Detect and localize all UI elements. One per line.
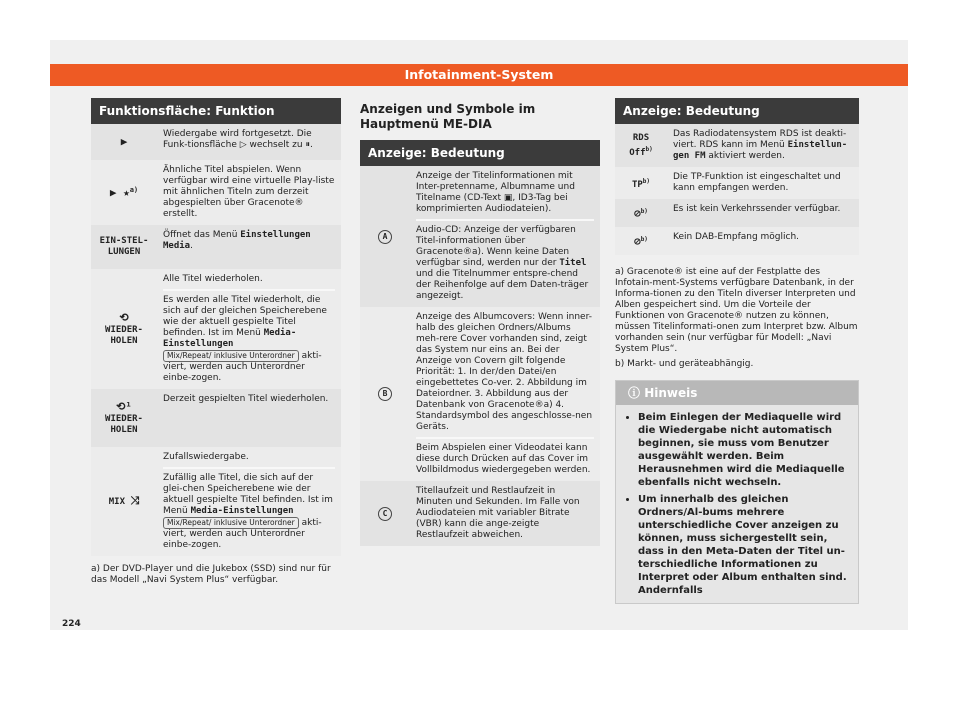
description-subtext [163,467,335,551]
text-suffix: . [190,241,193,251]
symbol-label: TP [631,179,643,190]
footnote-b: b) Markt- und geräteabhängig. [615,359,754,369]
footnote-a: a) Gracenote® ist eine auf der Festplatte des Infotain-ment-Systems verfügbare Datenbank, in der Informa-tionen zu den Titeln diverser Interpreten und Alben gespeichert sind. Um die Vorteile der Funktionen von Gracenote® nutzen zu können, müssen Titelinformati-onen zum Interpret bzw. Album vorhanden sein (nur verfügbar für Modell: „Navi System Plus“. [615,267,858,354]
symbol-label: WIEDER-HOLEN [105,324,143,346]
display-marker-a: A [378,230,392,244]
text-prefix: Das Radiodatensystem RDS ist deakti-viert. RDS kann im Menü [673,129,847,150]
description-cell [410,307,600,481]
description-subtext [163,289,335,384]
table-row [615,167,859,199]
note-item: • Beim Einlegen der Mediaquelle wird die Wiedergabe nicht automatisch beginnen, sie muss vom Benutzer ausgewählt werden. Beim Herausnehmen wird die Mediaquelle ebenfalls nicht wechseln. [638,411,850,489]
text-suffix: akti-viert, werden auch Unterordner einbe-zogen. [163,518,322,550]
note-title: Hinweis [644,386,698,400]
table-row [91,269,341,389]
section-heading: Anzeigen und Symbole im Hauptmenü ME-DIA [360,102,536,131]
play-icon: ▶ [120,134,128,148]
repeat-one-icon: ⟲¹ [116,399,132,413]
description-cell: Kein DAB-Empfang möglich. [667,227,859,255]
menu-name: Einstellun-gen FM [673,140,848,161]
description-text: Anzeige der Titelinformationen mit Inter-pretenname, Albumname und Titelname (CD-Text ▣, ID3-Tag bei komprimierten Audiodateien). [416,171,575,214]
symbol-cell [615,227,667,255]
repeat-icon: ⟲ [119,310,129,324]
table-row [91,389,341,447]
note-item: • Um innerhalb des gleichen Ordners/Al-bums mehrere unterschiedliche Cover anzeigen zu können, muss sichergestellt sein, dass in den Meta-Daten der Titel un-terschiedliche Informationen zu Interpret oder Album enthalten sind. Andernfalls [638,493,850,597]
description-subtext: Beim Abspielen einer Videodatei kann diese durch Drücken auf das Cover im Vollbildmodus wiedergegeben werden. [416,437,594,476]
description-cell [157,447,341,556]
text-suffix: und die Titelnummer entspre-chend der Reihenfolge auf dem Daten-träger angezeigt. [416,269,589,301]
note-box [615,380,859,604]
right-display-table [615,124,859,255]
left-column [91,98,341,586]
menu-name: Media-Einstellungen [190,506,294,516]
table-row [91,225,341,269]
display-marker-c: C [378,507,392,521]
table-row [360,307,600,481]
description-subtext [416,219,594,302]
symbol-label: WIEDER-HOLEN [105,413,143,435]
table-row [615,199,859,227]
symbol-cell [91,389,157,447]
text-suffix: aktiviert werden. [705,151,785,161]
table-row [615,227,859,255]
symbol-cell [615,199,667,227]
description-cell: Derzeit gespielten Titel wiederholen. [157,389,341,447]
symbol-cell [91,269,157,389]
symbol-cell [360,481,410,546]
footnote-marker: b) [640,235,648,243]
footnote-marker: b) [642,177,651,185]
symbol-cell [615,167,667,199]
left-footnote: a) Der DVD-Player und die Jukebox (SSD) sind nur für das Modell „Navi System Plus“ verfügbar. [91,564,331,585]
text-prefix: Es werden alle Titel wiederholt, die sich auf der gleichen Speicherebene wie der aktuell gespielte Titel befinden. Ist im Menü [163,295,327,338]
description-cell [667,124,859,167]
text-suffix: akti-viert, werden auch Unterordner einbe-zogen. [163,351,322,383]
table-row [360,166,600,307]
page-number: 224 [62,619,81,629]
display-marker-b: B [378,387,392,401]
table-row [360,481,600,546]
description-cell [157,269,341,389]
middle-table-heading: Anzeige: Bedeutung [360,140,600,166]
shuffle-icon: ⤨ [130,494,140,507]
footnote-marker: b) [645,145,653,153]
no-dab-icon: ⊘ [634,234,641,248]
text-prefix: Audio-CD: Anzeige der verfügbaren Titel-informationen über Gracenote®a). Wenn keine Daten verfügbar sind, werden nur der [416,225,576,268]
text-prefix: Zufällig alle Titel, die sich auf der glei-chen Speicherebene wie der aktuell gespielte Titel befinden. Ist im Menü [163,473,333,516]
symbol-cell [360,166,410,307]
menu-name: Titel [559,258,587,268]
footnote-marker: a) [129,186,139,194]
checkbox-option-chip: Mix/Repeat/ inklusive Unterordner [163,517,299,529]
symbol-label: MIX [108,497,126,507]
description-cell: Wiedergabe wird fortgesetzt. Die Funk-tionsfläche ▷ wechselt zu ⏸. [157,124,341,160]
description-text: Anzeige des Albumcovers: Wenn inner-halb des gleichen Ordners/Albums meh-rere Cover vorhanden sind, zeigt das System nur eins an. Bei der Anzeige von Covern gilt folgende Priorität: 1. In der/den Datei/en eingebettetes Co-ver. 2. Abbildung im Dateiordner. 3. Abbildung aus der Datenbank von Gracenote®a) 4. Standardsymbol des angeschlosse-nen Geräts. [416,312,593,432]
note-header [616,381,858,405]
symbol-cell [91,447,157,556]
symbol-cell [91,124,157,160]
table-row [91,160,341,225]
symbol-label: RDS Off [629,132,650,158]
section-header-bar [50,64,908,86]
symbol-cell [360,307,410,481]
description-cell: Ähnliche Titel abspielen. Wenn verfügbar wird eine virtuelle Play-liste mit ähnlichen Titeln zum derzeit abgespielten über Gracenote® erstellt. [157,160,341,225]
checkbox-option-chip: Mix/Repeat/ inklusive Unterordner [163,350,299,362]
description-text: Zufallswiedergabe. [163,452,249,462]
footnote-marker: b) [640,207,648,215]
right-column [615,98,859,604]
description-cell: Es ist kein Verkehrssender verfügbar. [667,199,859,227]
right-table-heading: Anzeige: Bedeutung [615,98,859,124]
play-star-icon: ▶ ★ [109,186,130,199]
table-row [91,447,341,556]
description-cell [157,225,341,269]
middle-column [360,102,600,546]
section-title: Infotainment-System [404,67,554,82]
no-traffic-icon: ⊘ [634,206,641,220]
table-row [615,124,859,167]
description-cell: Titellaufzeit und Restlaufzeit in Minuten und Sekunden. Im Falle von Audiodateien mit variabler Bitrate (VBR) kann die ange-zeigte Restlaufzeit abweichen. [410,481,600,546]
info-icon: ⓘ [628,386,641,400]
description-cell [410,166,600,307]
left-table-heading: Funktionsfläche: Funktion [91,98,341,124]
left-function-table [91,124,341,556]
symbol-label: EIN-STEL-LUNGEN [91,225,157,269]
symbol-cell [615,124,667,167]
text-prefix: Öffnet das Menü [163,230,241,240]
menu-name: Einstellungen Media [163,230,311,251]
note-list [616,411,858,597]
description-text: Alle Titel wiederholen. [163,274,263,284]
symbol-cell [91,160,157,225]
description-cell: Die TP-Funktion ist eingeschaltet und kann empfangen werden. [667,167,859,199]
table-row [91,124,341,160]
menu-name: Media-Einstellungen [163,328,297,349]
middle-display-table [360,166,600,546]
